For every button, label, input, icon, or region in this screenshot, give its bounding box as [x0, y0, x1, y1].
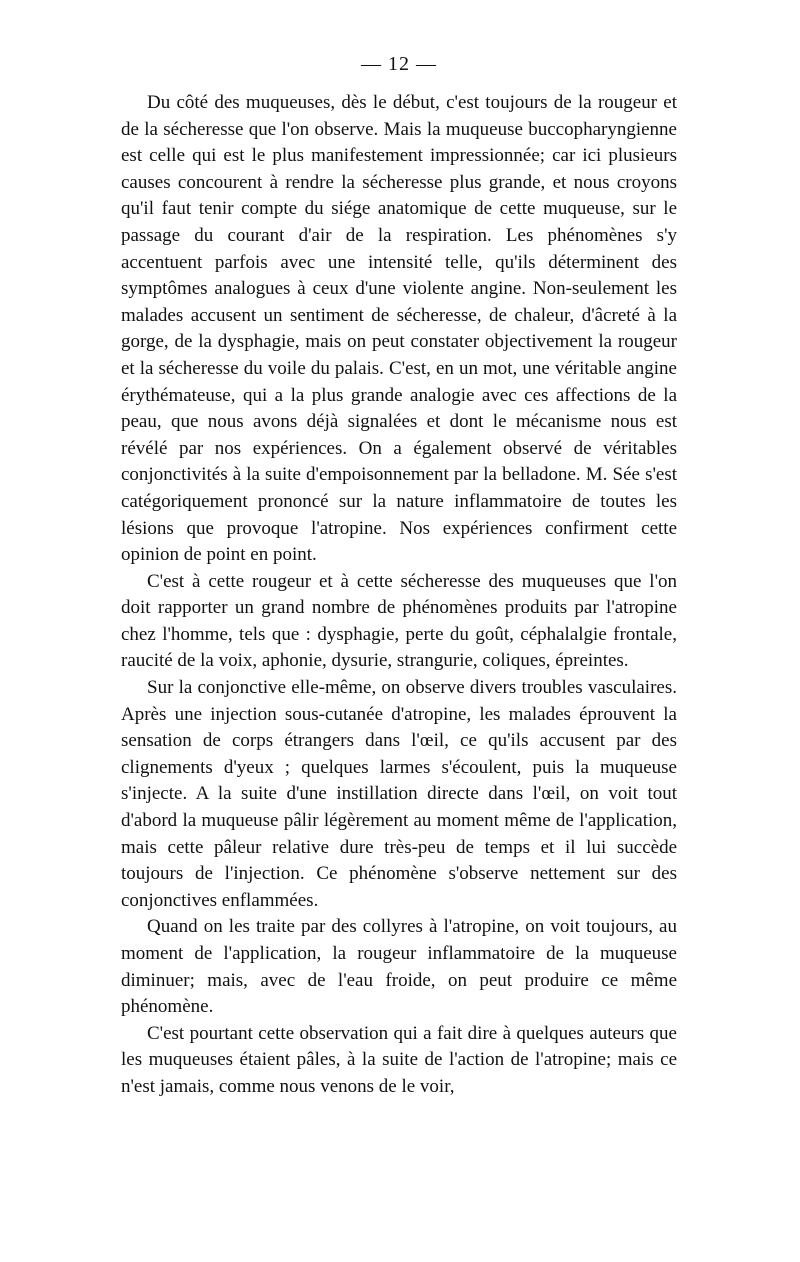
paragraph: C'est à cette rougeur et à cette sécheresse des muqueuses que l'on doit rapporter un grand nombre de phénomènes produits par l'atropine chez l'homme, tels que : dysphagie, perte du goût, céphalalgie frontale, raucité de la voix, aphonie, dysurie, strangurie, coliques, épreintes. [121, 570, 677, 672]
book-page [121, 52, 677, 1101]
body-text [121, 90, 677, 1101]
paragraph: Sur la conjonctive elle-même, on observe divers troubles vasculaires. Après une injection sous-cutanée d'atropine, les malades éprouvent la sensation de corps étrangers dans l'œil, ce qu'ils accusent par des clignements d'yeux ; quelques larmes s'écoulent, puis la muqueuse s'injecte. A la suite d'une instillation directe dans l'œil, on voit tout d'abord la muqueuse pâlir légèrement au moment même de l'application, mais cette pâleur relative dure très-peu de temps et il lui succède toujours de l'injection. Ce phénomène s'observe nettement sur des conjonctives enflammées. [121, 677, 677, 911]
paragraph: C'est pourtant cette observation qui a fait dire à quelques auteurs que les muqueuses étaient pâles, à la suite de l'action de l'atropine; mais ce n'est jamais, comme nous venons de le voir, [121, 1022, 677, 1097]
paragraph: Du côté des muqueuses, dès le début, c'est toujours de la rougeur et de la sécheresse que l'on observe. Mais la muqueuse buccopharyngienne est celle qui est le plus manifestement impressionnée; car ici plusieurs causes concourent à rendre la sécheresse plus grande, et nous croyons qu'il faut tenir compte du siége anatomique de cette muqueuse, sur le passage du courant d'air de la respiration. Les phénomènes s'y accentuent parfois avec une intensité telle, qu'ils déterminent des symptômes analogues à ceux d'une violente angine. Non-seulement les malades accusent un sentiment de sécheresse, de chaleur, d'âcreté à la gorge, de la dysphagie, mais on peut constater objectivement la rougeur et la sécheresse du voile du palais. C'est, en un mot, une véritable angine érythémateuse, qui a la plus grande analogie avec ces affections de la peau, que nous avons déjà signalées et dont le mécanisme nous est révélé par nos expériences. On a également observé de véritables conjonctivités à la suite d'empoisonnement par la belladone. M. Sée s'est catégoriquement prononcé sur la nature inflammatoire de toutes les lésions que provoque l'atropine. Nos expériences confirment cette opinion de point en point. [121, 92, 677, 566]
page-number: — 12 — [361, 53, 437, 75]
paragraph: Quand on les traite par des collyres à l'atropine, on voit toujours, au moment de l'application, la rougeur inflammatoire de la muqueuse diminuer; mais, avec de l'eau froide, on peut produire ce même phénomène. [121, 916, 677, 1018]
